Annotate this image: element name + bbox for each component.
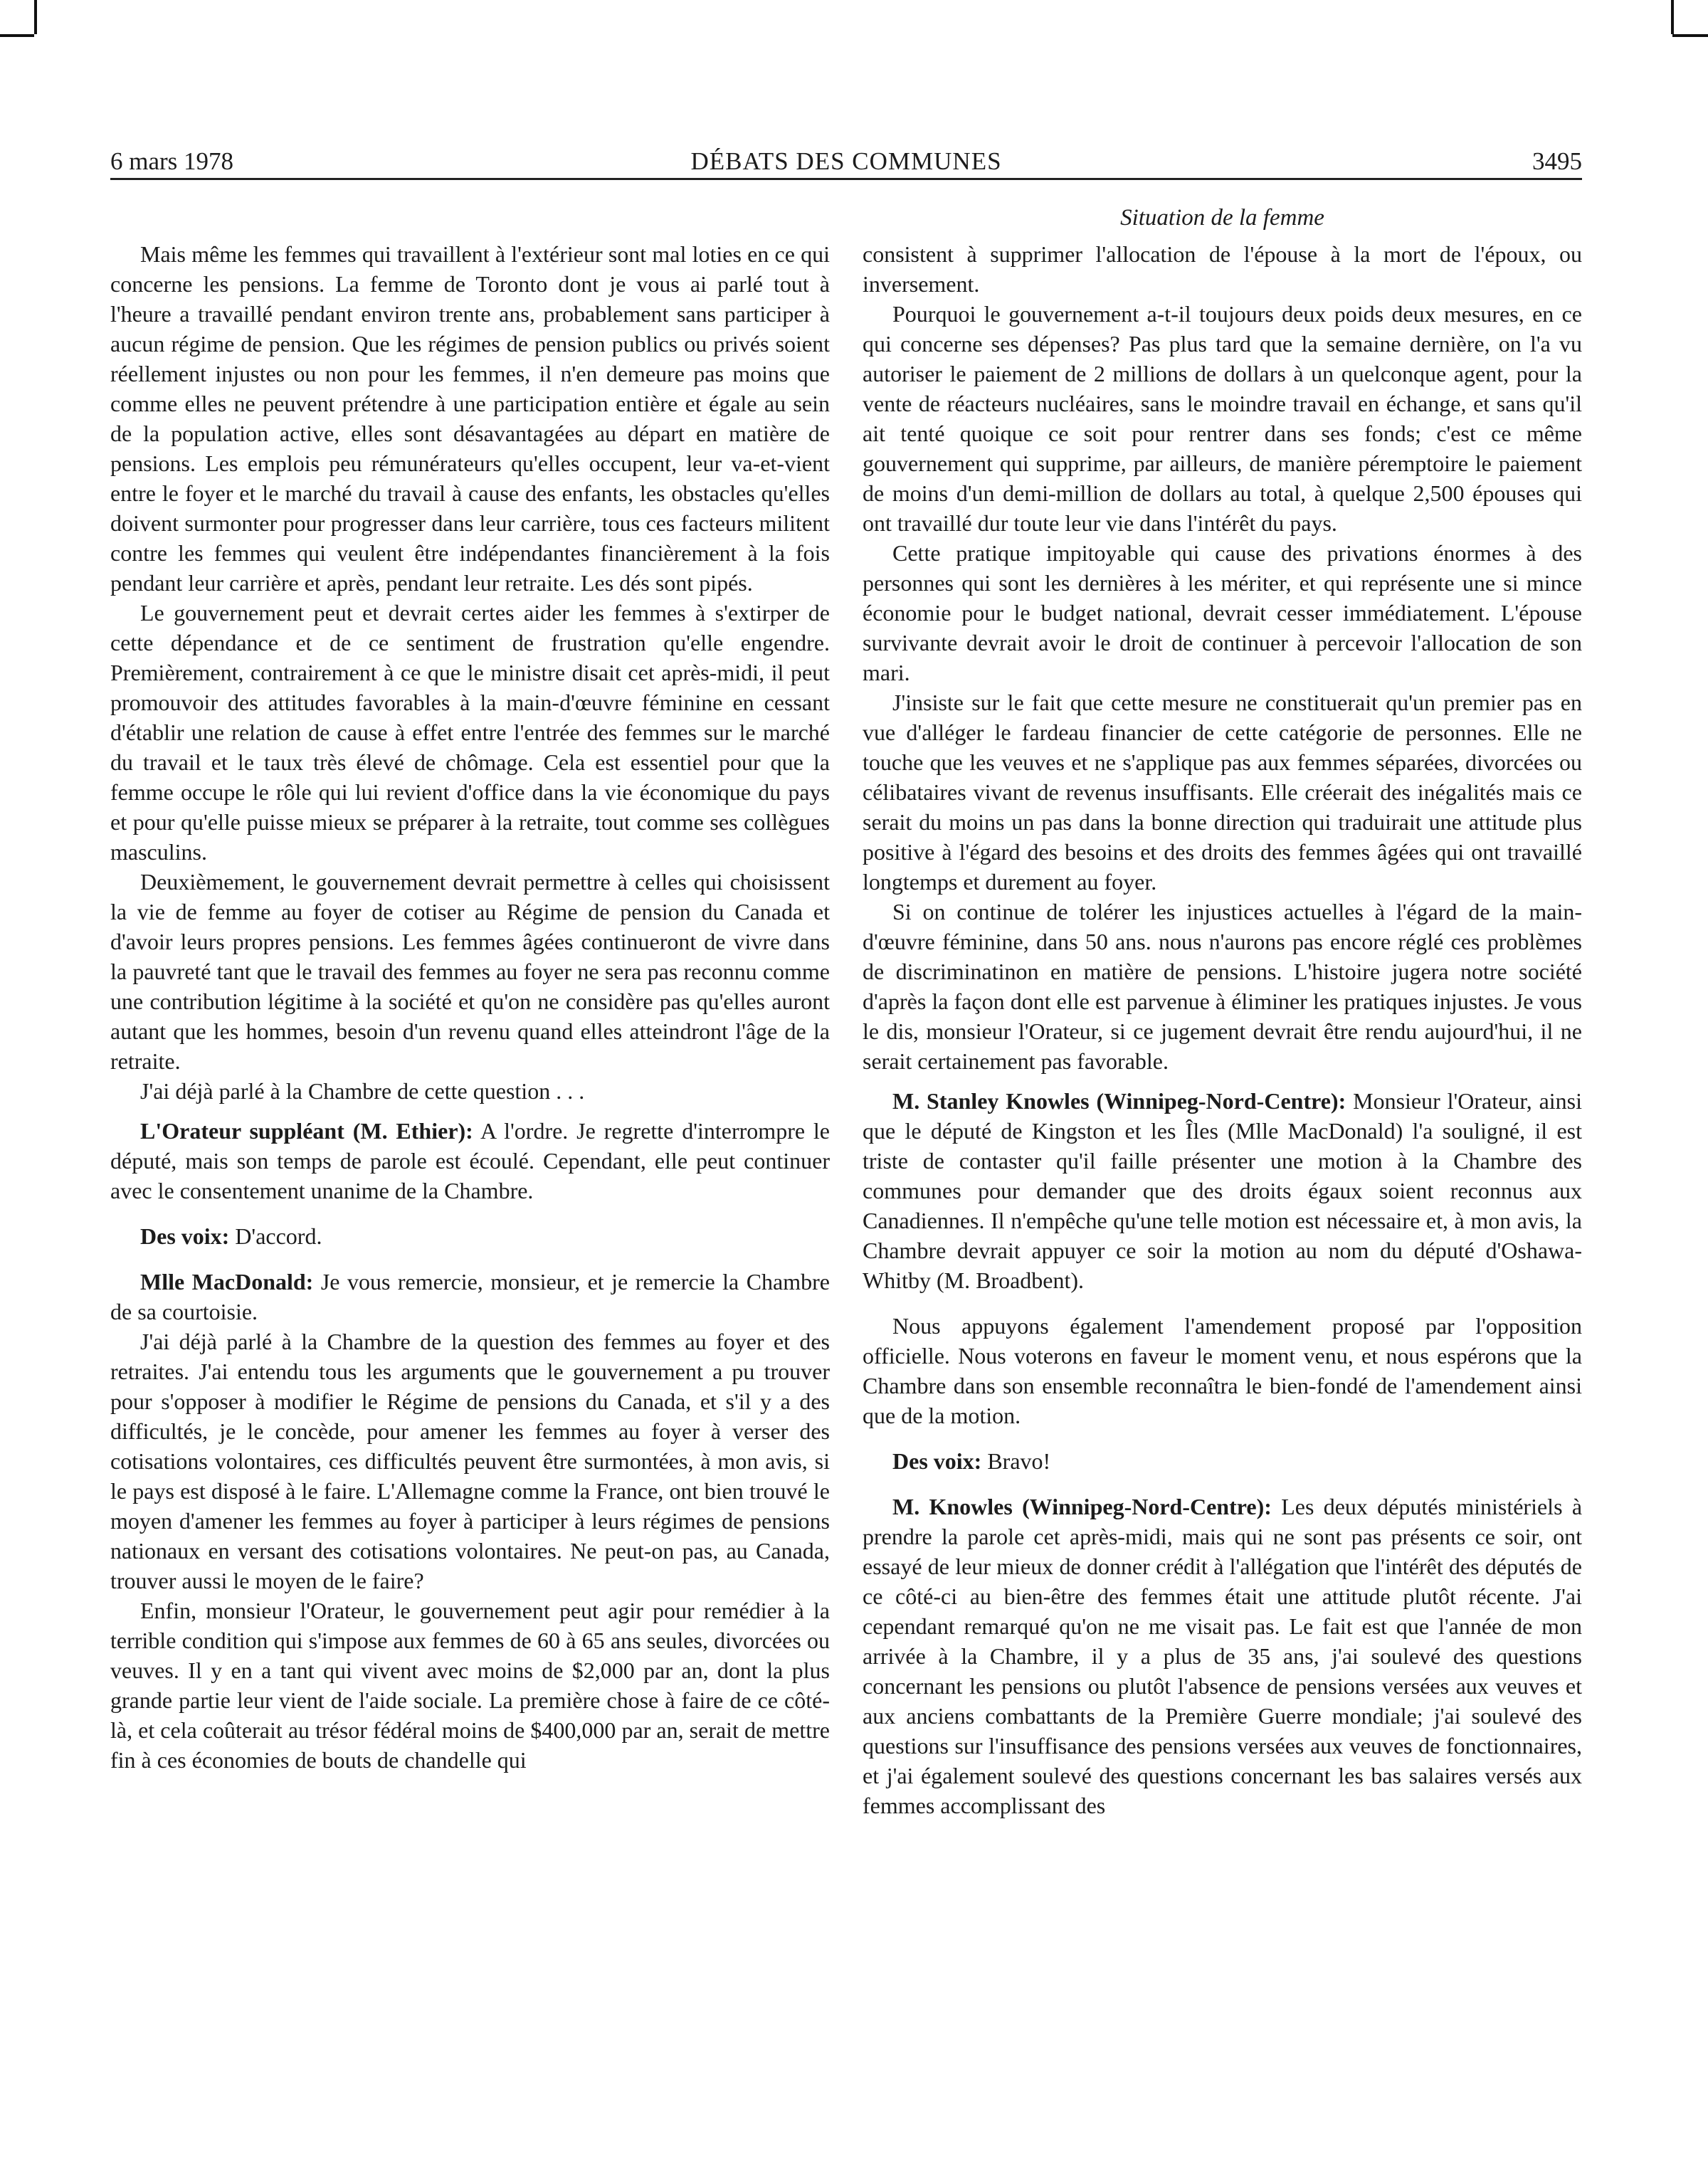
running-title: Situation de la femme — [1120, 205, 1324, 231]
paragraph — [863, 687, 1582, 897]
paragraph-text: Bravo! — [987, 1448, 1051, 1474]
speech-paragraph — [863, 1086, 1582, 1295]
header-page-number: 3495 — [1532, 147, 1582, 175]
header-title: DÉBATS DES COMMUNES — [690, 147, 1002, 175]
paragraph-text: D'accord. — [235, 1223, 322, 1249]
paragraph-text: A l'ordre. Je regrette d'interrompre le député, mais son temps de parole est écoulé. Cependant, elle peut continuer avec le consentement unanime de la Chambre. — [110, 1118, 831, 1203]
header-rule — [110, 178, 1582, 180]
paragraph-text: Les deux députés ministériels à prendre la parole cet après-midi, mais qui ne sont pas présents ce soir, ont essayé de leur mieux de donner crédit à l'allégation que l'intérêt des députés de ce côté-ci au bien-être des femmes était une attitude plutôt récente. J'ai cependant remarqué qu'on ne me visait pas. Le fait est que l'année de mon arrivée à la Chambre, il y a plus de 35 ans, j'ai soulevé des questions concernant les pensions ou plutôt l'absence de pensions versées aux veuves et aux anciens combattants de la Première Guerre mondiale; j'ai soulevé des questions sur l'insuffisance des pensions versées aux veuves de fonctionnaires, et j'ai également soulevé des questions concernant les bas salaires versés aux femmes accomplissant des — [863, 1494, 1583, 1818]
paragraph — [110, 598, 830, 867]
speaker-name: M. Stanley Knowles (Winnipeg-Nord-Centre): — [892, 1088, 1346, 1114]
paragraph-text: Cette pratique impitoyable qui cause des privations énormes à des personnes qui sont les dernières à les mériter, et qui représente une si mince économie pour le budget national, devrait cesser immédiatement. L'épouse survivante devrait avoir le droit de continuer à percevoir l'allocation de son mari. — [863, 540, 1582, 685]
left-column — [110, 239, 830, 1775]
right-column — [863, 239, 1582, 1820]
paragraph-text: J'ai déjà parlé à la Chambre de cette question . . . — [140, 1078, 585, 1104]
paragraph — [110, 1076, 830, 1106]
paragraph-text: consistent à supprimer l'allocation de l'épouse à la mort de l'époux, ou inversement. — [863, 241, 1582, 297]
crop-mark-top-right-h — [1672, 34, 1708, 37]
paragraph — [863, 538, 1582, 687]
speaker-name: Mlle MacDonald: — [140, 1269, 314, 1295]
paragraph-text: Monsieur l'Orateur, ainsi que le député de Kingston et les Îles (Mlle MacDonald) l'a souligné, il est triste de contaster qu'il faille présenter une motion à la Chambre des communes pour demander que des droits égaux soient reconnus aux Canadiennes. Il n'empêche qu'une telle motion est nécessaire et, à mon avis, la Chambre devrait appuyer ce soir la motion au nom du député d'Oshawa-Whitby (M. Broadbent). — [863, 1088, 1583, 1293]
paragraph-text: Je vous remercie, monsieur, et je remercie la Chambre de sa courtoisie. — [110, 1269, 830, 1324]
crop-mark-top-right-v — [1671, 0, 1674, 34]
paragraph-text: Pourquoi le gouvernement a-t-il toujours deux poids deux mesures, en ce qui concerne ses dépenses? Pas plus tard que la semaine dernière, on l'a vu autoriser le paiement de 2 millions de dollars à un quelconque agent, pour la vente de réacteurs nucléaires, sans le moindre travail en échange, et sans qu'il ait tenté quoique ce soit pour rentrer dans ses fonds; c'est ce même gouvernement qui supprime, par ailleurs, de manière péremptoire le paiement de moins d'un demi-million de dollars au total, à quelque 2,500 épouses qui ont travaillé dur toute leur vie dans l'intérêt du pays. — [863, 301, 1582, 536]
paragraph-text: Mais même les femmes qui travaillent à l'extérieur sont mal loties en ce qui concerne les pensions. La femme de Toronto dont je vous ai parlé tout à l'heure a travaillé pendant environ trente ans, probablement sans participer à aucun régime de pension. Que les régimes de pension publics ou privés soient réellement injustes ou non pour les femmes, il n'en demeure pas moins que comme elles ne peuvent prétendre à une participation entière et égale au sein de la population active, elles sont désavantagées au départ en matière de pensions. Les emplois peu rémunérateurs qu'elles occupent, leur va-et-vient entre le foyer et le marché du travail à cause des enfants, les obstacles qu'elles doivent surmonter pour progresser dans leur carrière, tous ces facteurs militent contre les femmes qui veulent être indépendantes financièrement à la fois pendant leur carrière et après, pendant leur retraite. Les dés sont pipés. — [110, 241, 830, 596]
paragraph-text: Si on continue de tolérer les injustices actuelles à l'égard de la main-d'œuvre féminine, dans 50 ans. nous n'aurons pas encore réglé ces problèmes de discriminatinon en matière de pensions. L'histoire jugera notre société d'après la façon dont elle est parvenue à éliminer les pratiques injustes. Je vous le dis, monsieur l'Orateur, si ce jugement devrait être rendu aujourd'hui, il ne serait certainement pas favorable. — [863, 899, 1582, 1074]
paragraph-text: Nous appuyons également l'amendement proposé par l'opposition officielle. Nous voterons en faveur le moment venu, et nous espérons que la Chambre dans son ensemble reconnaîtra le bien-fondé de l'amendement ainsi que de la motion. — [863, 1313, 1582, 1428]
page-header — [110, 145, 1582, 178]
speech-paragraph — [110, 1221, 830, 1251]
speech-paragraph — [863, 1446, 1582, 1476]
paragraph — [863, 897, 1582, 1076]
paragraph-continued — [863, 239, 1582, 299]
speaker-name: M. Knowles (Winnipeg-Nord-Centre): — [892, 1494, 1272, 1519]
paragraph-text: J'insiste sur le fait que cette mesure ne constituerait qu'un premier pas en vue d'alléger le fardeau financier de cette catégorie de personnes. Elle ne touche que les veuves et ne s'applique pas aux femmes séparées, divorcées ou célibataires vivant de revenus insuffisants. Elle créerait des inégalités mais ce serait du moins un pas dans la bonne direction qui traduirait une attitude plus positive à l'égard des besoins et des droits des femmes âgées qui ont travaillé longtemps et durement au foyer. — [863, 690, 1582, 895]
speaker-name: Des voix: — [140, 1223, 230, 1249]
paragraph — [110, 867, 830, 1076]
paragraph — [863, 1311, 1582, 1430]
paragraph-text: Enfin, monsieur l'Orateur, le gouvernement peut agir pour remédier à la terrible condition qui s'impose aux femmes de 60 à 65 ans seules, divorcées ou veuves. Il y en a tant qui vivent avec moins de $2,000 par an, dont la plus grande partie leur vient de l'aide sociale. La première chose à faire de ce côté-là, et cela coûterait au trésor fédéral moins de $400,000 par an, serait de mettre fin à ces économies de bouts de chandelle qui — [110, 1598, 830, 1773]
paragraph — [110, 239, 830, 598]
paragraph-text: Le gouvernement peut et devrait certes aider les femmes à s'extirper de cette dépendance et de ce sentiment de frustration qu'elle engendre. Premièrement, contrairement à ce que le ministre disait cet après-midi, il peut promouvoir des attitudes favorables à la main-d'œuvre féminine en cessant d'établir une relation de cause à effet entre l'entrée des femmes sur le marché du travail et le taux très élevé de chômage. Cela est essentiel pour que la femme occupe le rôle qui lui revient d'office dans la vie économique du pays et pour qu'elle puisse mieux se préparer à la retraite, tout comme ses collègues masculins. — [110, 600, 830, 865]
speaker-name: L'Orateur suppléant (M. Ethier): — [140, 1118, 473, 1144]
paragraph — [863, 299, 1582, 538]
crop-mark-top-left-v — [34, 0, 37, 34]
paragraph — [110, 1596, 830, 1775]
paragraph-text: J'ai déjà parlé à la Chambre de la question des femmes au foyer et des retraites. J'ai entendu tous les arguments que le gouvernement a pu trouver pour s'opposer à modifier le Régime de pensions du Canada, et s'il y a des difficultés, je le concède, pour amener les femmes au foyer à verser des cotisations volontaires, ces difficultés peuvent être surmontées, à mon avis, si le pays est disposé à le faire. L'Allemagne comme la France, ont bien trouvé le moyen d'amener les femmes au foyer à participer à leurs régimes de pensions nationaux en versant des cotisations volontaires. Ne peut-on pas, au Canada, trouver aussi le moyen de le faire? — [110, 1329, 830, 1593]
speech-paragraph — [863, 1492, 1582, 1820]
crop-mark-top-left-h — [0, 34, 34, 37]
speech-paragraph — [110, 1267, 830, 1327]
header-date: 6 mars 1978 — [110, 147, 234, 175]
speech-paragraph — [110, 1116, 830, 1206]
paragraph — [110, 1327, 830, 1596]
speaker-name: Des voix: — [892, 1448, 982, 1474]
paragraph-text: Deuxièmement, le gouvernement devrait permettre à celles qui choisissent la vie de femme au foyer de cotiser au Régime de pension du Canada et d'avoir leurs propres pensions. Les femmes âgées continueront de vivre dans la pauvreté tant que le travail des femmes au foyer ne sera pas reconnu comme une contribution légitime à la société et qu'on ne considère pas qu'elles auront autant que les hommes, besoin d'un revenu quand elles atteindront l'âge de la retraite. — [110, 869, 830, 1074]
